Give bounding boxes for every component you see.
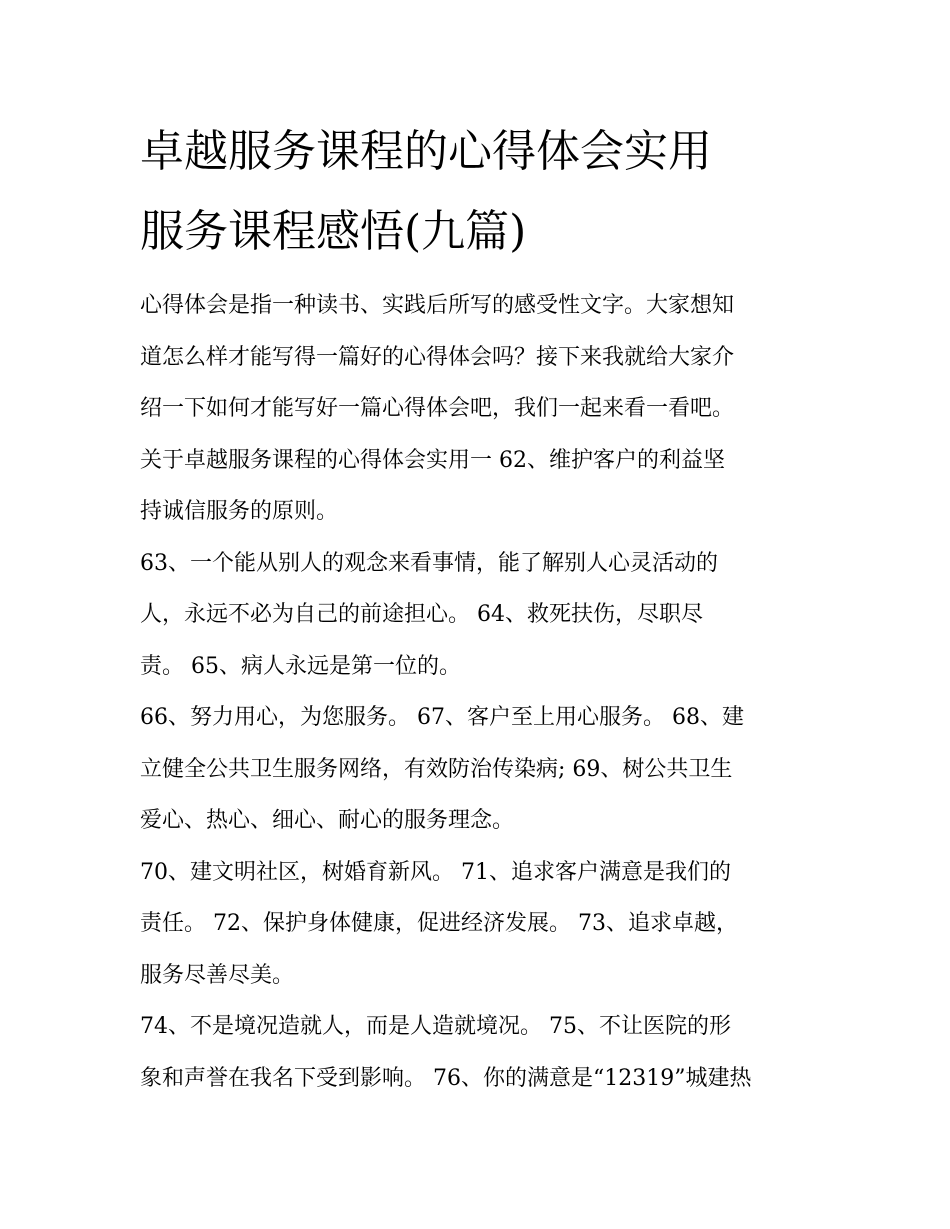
text-line: 绍一下如何才能写好一篇心得体会吧，我们一起来看一看吧。	[140, 396, 735, 421]
text-line: 70、建文明社区，树婚育新风。 71、追求客户满意是我们的	[140, 859, 731, 885]
text-line: 人，永远不必为自己的前途担心。 64、救死扶伤，尽职尽	[140, 602, 703, 627]
text-line: 道怎么样才能写得一篇好的心得体会吗？接下来我就给大家介	[140, 344, 735, 370]
text-line: 关于卓越服务课程的心得体会实用一 62、维护客户的利益坚	[140, 447, 725, 473]
title-line: 卓越服务课程的心得体会实用	[140, 126, 712, 177]
title-line: 服务课程感悟(九篇)	[140, 206, 527, 257]
document-title	[140, 112, 840, 272]
document-body	[140, 280, 840, 1104]
paragraph-74	[140, 1001, 840, 1104]
text-line: 责。 65、病人永远是第一位的。	[140, 653, 461, 679]
text-line: 心得体会是指一种读书、实践后所写的感受性文字。大家想知	[140, 293, 735, 318]
text-line: 象和声誉在我名下受到影响。 76、你的满意是“12319”城建热	[140, 1065, 752, 1091]
text-line: 持诚信服务的原则。	[140, 499, 339, 524]
paragraph-intro	[140, 280, 840, 538]
text-line: 责任。 72、保护身体健康，促进经济发展。 73、追求卓越，	[140, 911, 738, 936]
text-line: 爱心、热心、细心、耐心的服务理念。	[140, 808, 515, 833]
text-line: 服务尽善尽美。	[140, 962, 295, 988]
paragraph-66	[140, 692, 840, 847]
paragraph-63	[140, 538, 840, 693]
paragraph-70	[140, 847, 840, 1002]
text-line: 立健全公共卫生服务网络，有效防治传染病; 69、树公共卫生	[140, 756, 733, 782]
text-line: 63、一个能从别人的观念来看事情，能了解别人心灵活动的	[140, 550, 718, 576]
text-line: 66、努力用心，为您服务。 67、客户至上用心服务。 68、建	[140, 705, 744, 730]
text-line: 74、不是境况造就人，而是人造就境况。 75、不让医院的形	[140, 1014, 731, 1039]
